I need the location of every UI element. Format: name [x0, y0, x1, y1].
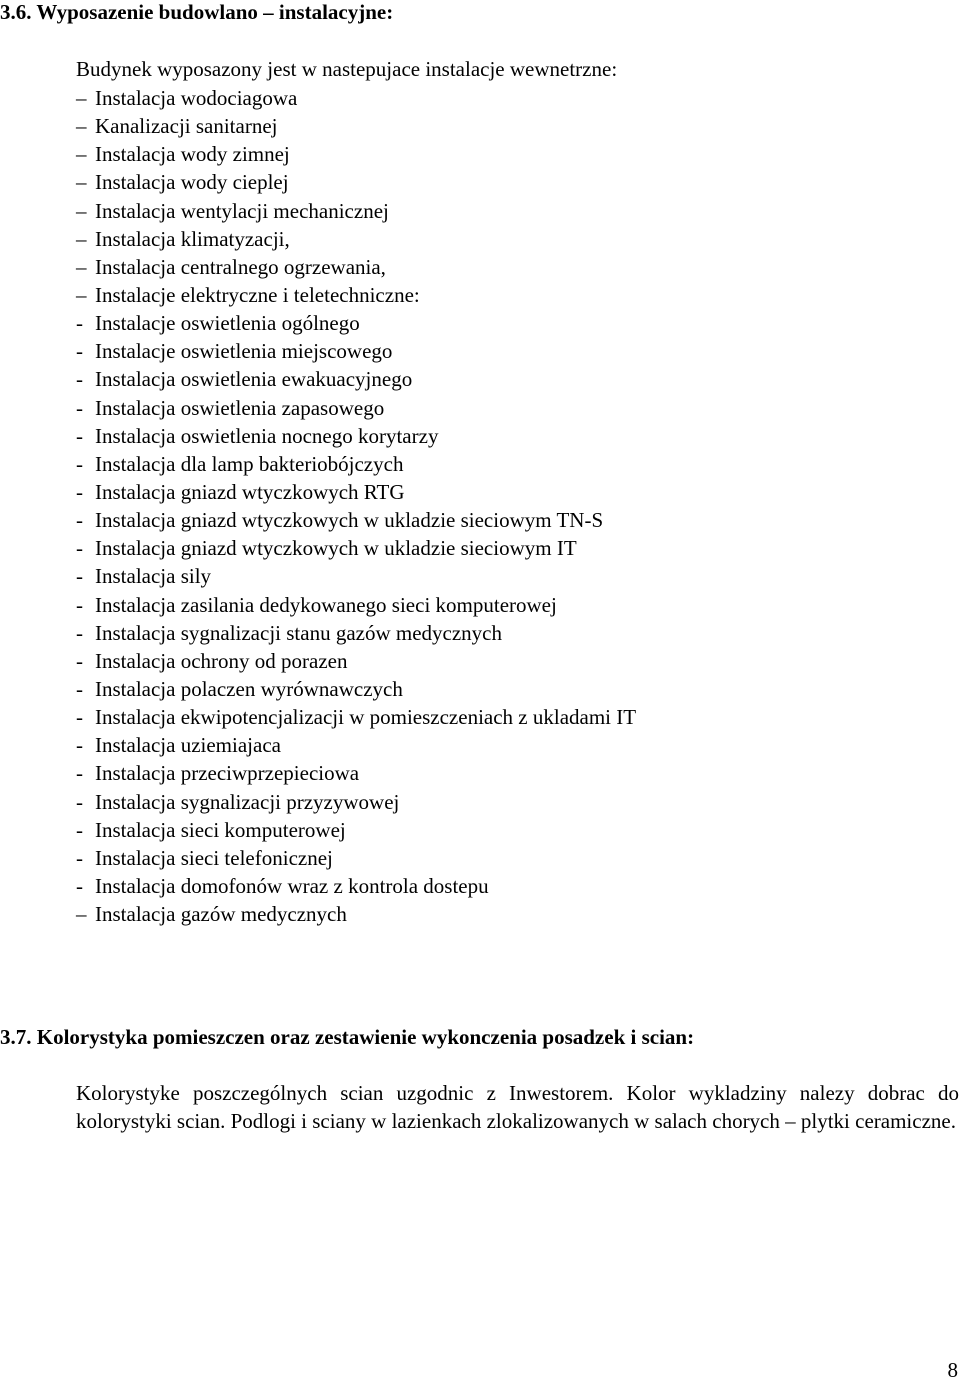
list-item-text: Kanalizacji sanitarnej — [95, 114, 278, 139]
list-item — [76, 705, 636, 733]
list-item-text: Instalacja sily — [95, 564, 212, 589]
list-item-text: Instalacja polaczen wyrównawczych — [95, 676, 403, 701]
list-item-text: Instalacje elektryczne i teletechniczne: — [95, 282, 420, 307]
list-item-text: Instalacja wentylacji mechanicznej — [95, 198, 389, 223]
list-item-text: Instalacja wodociagowa — [95, 86, 298, 110]
color-scheme-paragraph: Kolorystyke poszczególnych scian uzgodnic z Inwestorem. Kolor wykladziny nalezy dobrac do kolorystyki scian. Podlogi i sciany w lazienkach zlokalizowanych w salach chorych – plytki ceramiczne. — [76, 1081, 959, 1134]
list-item — [76, 227, 636, 255]
list-item-text: Instalacja oswietlenia nocnego korytarzy — [95, 423, 439, 448]
list-item-text: Instalacja gniazd wtyczkowych w ukladzie sieciowym TN-S — [95, 508, 604, 533]
installations-list — [76, 86, 636, 930]
list-item-text: Instalacja sygnalizacji stanu gazów medycznych — [95, 620, 502, 645]
list-item-text: Instalacja uziemiajaca — [95, 733, 281, 758]
list-item-marker: - — [76, 733, 83, 758]
list-item — [76, 874, 636, 902]
list-item-marker: - — [76, 845, 83, 870]
list-item-marker: - — [76, 508, 83, 533]
list-item — [76, 255, 636, 283]
list-item-marker: – — [76, 198, 87, 223]
list-item-marker: – — [76, 254, 87, 279]
list-item-text: Instalacja zasilania dedykowanego sieci komputerowej — [95, 592, 557, 617]
list-item-text: Instalacja sieci komputerowej — [95, 817, 346, 842]
list-item-marker: – — [76, 114, 87, 139]
list-item-text: Instalacja gniazd wtyczkowych w ukladzie sieciowym IT — [95, 536, 577, 561]
list-item-text: Instalacja dla lamp bakteriobójczych — [95, 451, 404, 476]
list-item-text: Instalacja oswietlenia zapasowego — [95, 395, 385, 420]
list-item-marker: - — [76, 564, 83, 589]
list-item — [76, 536, 636, 564]
section-heading-3-6: 3.6. Wyposazenie budowlano – instalacyjne: — [0, 0, 394, 24]
installations-intro: Budynek wyposazony jest w nastepujace instalacje wewnetrzne: — [76, 57, 618, 81]
list-item — [76, 170, 636, 198]
list-item-text: Instalacja ochrony od porazen — [95, 648, 348, 673]
list-item-text: Instalacja gniazd wtyczkowych RTG — [95, 479, 405, 504]
list-item-marker: - — [76, 789, 83, 814]
list-item — [76, 564, 636, 592]
list-item — [76, 452, 636, 480]
list-item — [76, 311, 636, 339]
list-item-marker: – — [76, 902, 87, 927]
list-item-marker: - — [76, 339, 83, 364]
list-item — [76, 761, 636, 789]
list-item-marker: - — [76, 479, 83, 504]
page-number: 8 — [947, 1358, 958, 1382]
list-item-marker: - — [76, 761, 83, 786]
list-item — [76, 199, 636, 227]
list-item — [76, 367, 636, 395]
list-item-text: Instalacja centralnego ogrzewania, — [95, 254, 386, 279]
list-item-marker: - — [76, 592, 83, 617]
list-item — [76, 283, 636, 311]
list-item-marker: – — [76, 170, 87, 195]
list-item-text: Instalacje oswietlenia miejscowego — [95, 339, 393, 364]
list-item-marker: - — [76, 367, 83, 392]
list-item-marker: - — [76, 620, 83, 645]
list-item — [76, 114, 636, 142]
list-item — [76, 86, 636, 114]
list-item — [76, 142, 636, 170]
list-item — [76, 480, 636, 508]
list-item-marker: - — [76, 311, 83, 336]
list-item-text: Instalacja ekwipotencjalizacji w pomieszczeniach z ukladami IT — [95, 705, 637, 730]
list-item — [76, 396, 636, 424]
list-item — [76, 649, 636, 677]
list-item — [76, 790, 636, 818]
list-item-text: Instalacja wody cieplej — [95, 170, 289, 195]
list-item — [76, 621, 636, 649]
list-item-text: Instalacja sygnalizacji przyzywowej — [95, 789, 400, 814]
list-item-marker: - — [76, 705, 83, 730]
section-heading-3-7: 3.7. Kolorystyka pomieszczen oraz zestawienie wykonczenia posadzek i scian: — [0, 1025, 695, 1049]
list-item-marker: - — [76, 817, 83, 842]
list-item-marker: - — [76, 395, 83, 420]
list-item-marker: – — [76, 282, 87, 307]
list-item-marker: - — [76, 423, 83, 448]
list-item-marker: - — [76, 873, 83, 898]
list-item-text: Instalacja klimatyzacji, — [95, 226, 290, 251]
list-item — [76, 424, 636, 452]
list-item — [76, 508, 636, 536]
list-item — [76, 733, 636, 761]
list-item-text: Instalacja gazów medycznych — [95, 902, 347, 927]
list-item-text: Instalacja sieci telefonicznej — [95, 845, 333, 870]
list-item — [76, 846, 636, 874]
list-item-marker: - — [76, 451, 83, 476]
list-item-text: Instalacja domofonów wraz z kontrola dostepu — [95, 873, 489, 898]
list-item-text: Instalacje oswietlenia ogólnego — [95, 311, 360, 336]
list-item-text: Instalacja oswietlenia ewakuacyjnego — [95, 367, 413, 392]
list-item-marker: – — [76, 86, 87, 110]
list-item-text: Instalacja przeciwprzepieciowa — [95, 761, 360, 786]
list-item-marker: - — [76, 676, 83, 701]
list-item — [76, 339, 636, 367]
list-item — [76, 818, 636, 846]
list-item — [76, 677, 636, 705]
list-item-marker: - — [76, 536, 83, 561]
list-item-marker: – — [76, 142, 87, 167]
list-item-marker: - — [76, 648, 83, 673]
list-item-marker: – — [76, 226, 87, 251]
list-item — [76, 593, 636, 621]
list-item-text: Instalacja wody zimnej — [95, 142, 290, 167]
list-item — [76, 902, 636, 930]
